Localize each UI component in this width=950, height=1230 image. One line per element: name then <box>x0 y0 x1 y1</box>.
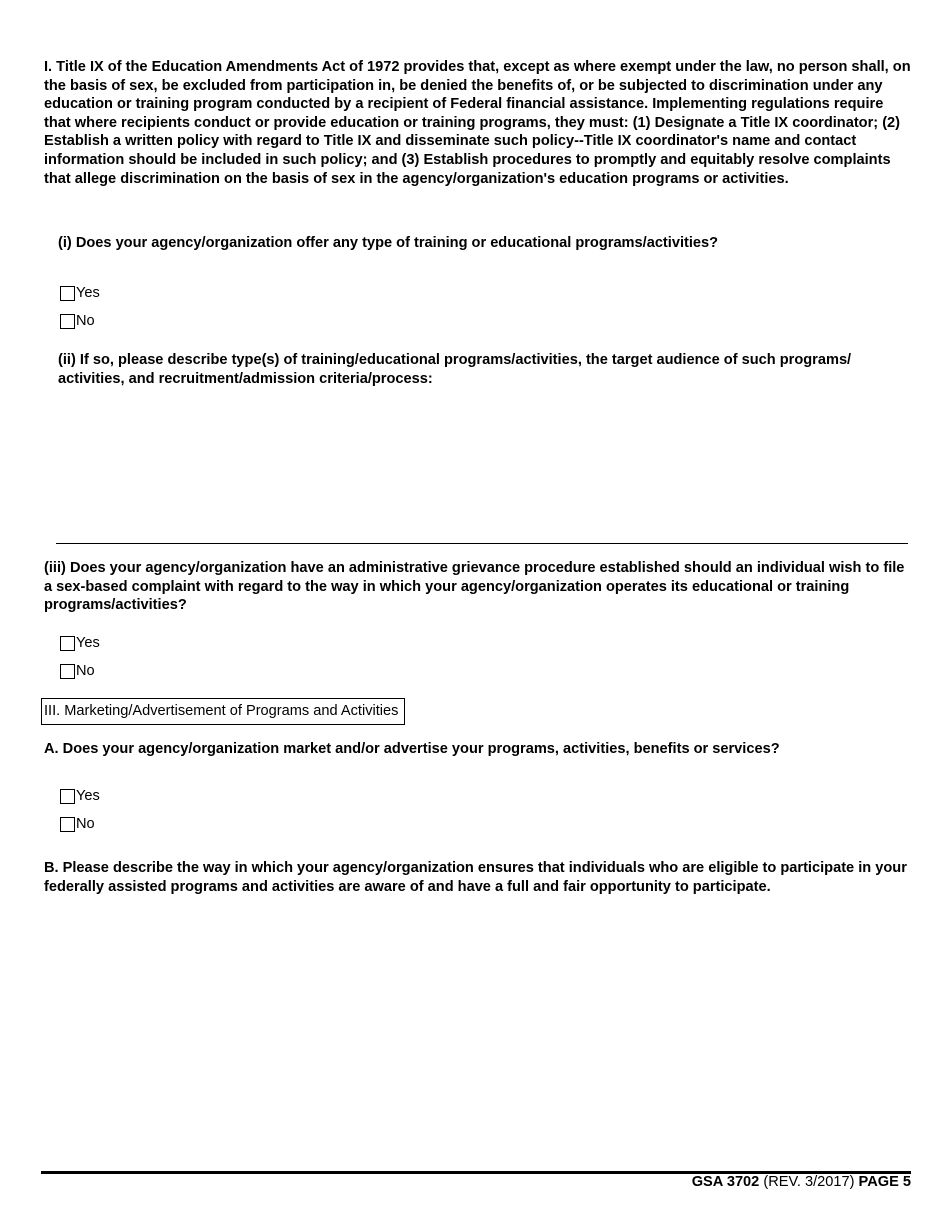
answer-underline <box>56 543 908 544</box>
question-a: A. Does your agency/organization market and/or advertise your programs, activities, benefits or services? <box>44 741 780 757</box>
question-a-yes-checkbox[interactable] <box>60 789 75 804</box>
question-a-no-checkbox[interactable] <box>60 817 75 832</box>
question-iii-yes-checkbox[interactable] <box>60 636 75 651</box>
question-i-yes-checkbox[interactable] <box>60 286 75 301</box>
question-i: (i) Does your agency/organization offer any type of training or educational programs/activities? <box>58 235 719 251</box>
question-iii: (iii) Does your agency/organization have an administrative grievance procedure established should an individual wish to file a sex-based complaint with regard to the way in which your agency/organization operates its educational or training programs/activities? <box>44 560 905 614</box>
question-iii-yes-option[interactable] <box>60 634 100 652</box>
question-ii: (ii) If so, please describe type(s) of training/educational programs/activities, the target audience of such programs/ activities, and recruitment/admission criteria/process: <box>58 352 852 387</box>
question-ii-answer-area[interactable] <box>56 392 908 542</box>
question-iii-yes-label: Yes <box>76 635 100 651</box>
question-i-yes-option[interactable] <box>60 284 100 302</box>
page-number: PAGE 5 <box>858 1174 911 1190</box>
form-revision: (REV. 3/2017) <box>759 1174 859 1190</box>
question-i-yes-label: Yes <box>76 285 100 301</box>
section-iii-heading: III. Marketing/Advertisement of Programs and Activities <box>41 698 405 725</box>
form-footer <box>692 1174 911 1190</box>
question-iii-no-label: No <box>76 663 95 679</box>
question-b: B. Please describe the way in which your agency/organization ensures that individuals who are eligible to participate in your federally assisted programs and activities are aware of and have a full and fair opportunity to participate. <box>44 860 907 895</box>
question-iii-no-checkbox[interactable] <box>60 664 75 679</box>
title-ix-paragraph: I. Title IX of the Education Amendments Act of 1972 provides that, except as where exempt under the law, no person shall, on the basis of sex, be excluded from participation in, be denied the benefits of, or be subjected to discrimination under any education or training program conducted by a recipient of Federal financial assistance. Implementing regulations require that where recipients conduct or provide education or training programs, they must: (1) Designate a Title IX coordinator; (2) Establish a written policy with regard to Title IX and disseminate such policy--Title IX coordinator's name and contact information should be included in such policy; and (3) Establish procedures to promptly and equitably resolve complaints that allege discrimination on the basis of sex in the agency/organization's education programs or activities. <box>44 59 911 187</box>
question-a-yes-label: Yes <box>76 788 100 804</box>
question-a-no-option[interactable] <box>60 815 95 833</box>
question-iii-no-option[interactable] <box>60 662 95 680</box>
form-number: GSA 3702 <box>691 1174 760 1190</box>
question-a-yes-option[interactable] <box>60 787 100 805</box>
question-a-no-label: No <box>76 816 95 832</box>
question-b-answer-area[interactable] <box>44 920 912 1160</box>
question-i-no-option[interactable] <box>60 312 95 330</box>
question-i-no-label: No <box>76 313 95 329</box>
question-i-no-checkbox[interactable] <box>60 314 75 329</box>
